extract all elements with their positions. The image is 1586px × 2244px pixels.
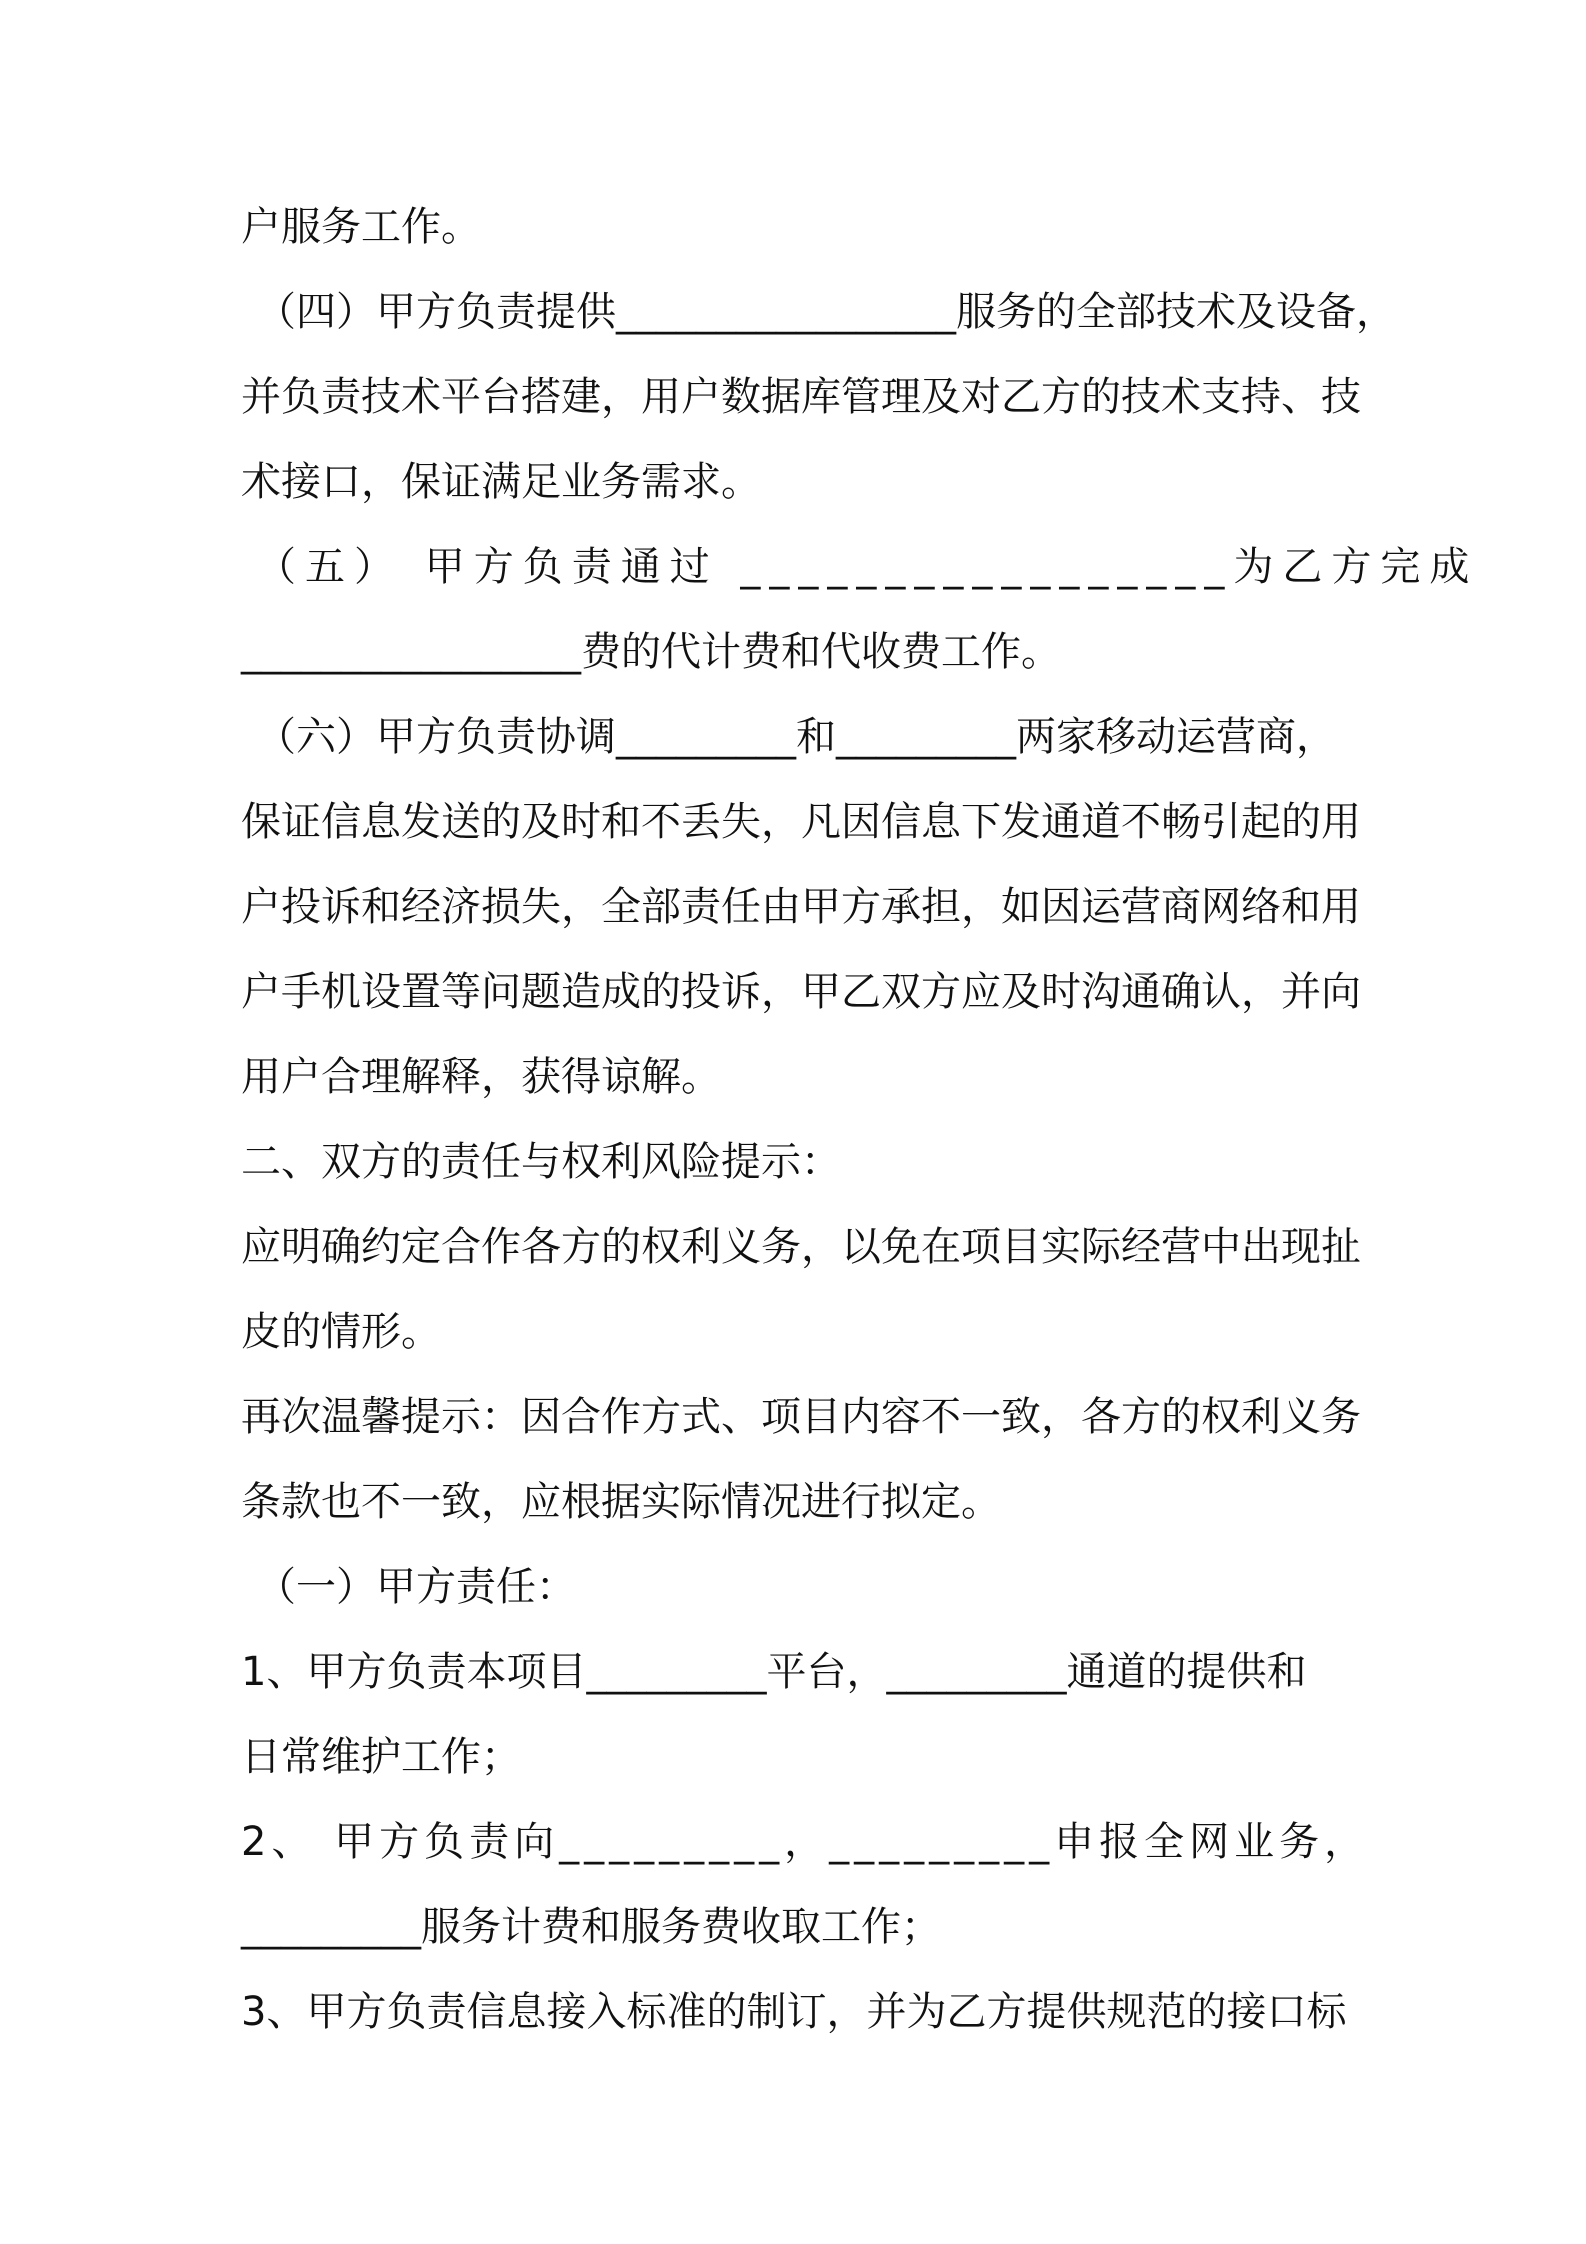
text-line-19: 日常维护工作； <box>241 1734 521 1780</box>
text-line-20: 2、 甲方负责向_________，_________申报全网业务， <box>241 1819 1370 1865</box>
subsection-heading: （一）甲方责任： <box>256 1564 576 1610</box>
text-line-7: （六）甲方负责协调_________和_________两家移动运营商， <box>256 714 1336 760</box>
text-line-14: 皮的情形。 <box>241 1309 441 1355</box>
text-line-9: 户投诉和经济损失，全部责任由甲方承担，如因运营商网络和用 <box>241 884 1361 930</box>
text-line-2: （四）甲方负责提供_________________服务的全部技术及设备， <box>256 289 1396 335</box>
text-line-18: 1、甲方负责本项目_________平台，_________通道的提供和 <box>241 1649 1307 1695</box>
text-line-10: 户手机设置等问题造成的投诉，甲乙双方应及时沟通确认，并向 <box>241 969 1361 1015</box>
text-line-6: _________________费的代计费和代收费工作。 <box>241 629 1061 675</box>
text-line-11: 用户合理解释，获得谅解。 <box>241 1054 721 1100</box>
text-line-1: 户服务工作。 <box>241 204 481 250</box>
text-line-13: 应明确约定合作各方的权利义务，以免在项目实际经营中出现扯 <box>241 1224 1361 1270</box>
text-line-16: 条款也不一致，应根据实际情况进行拟定。 <box>241 1479 1001 1525</box>
text-line-5: （五） 甲方负责通过 _________________为乙方完成 <box>256 544 1479 590</box>
text-line-22: 3、甲方负责信息接入标准的制订，并为乙方提供规范的接口标 <box>241 1989 1347 2035</box>
text-line-15: 再次温馨提示：因合作方式、项目内容不一致，各方的权利义务 <box>241 1394 1361 1440</box>
text-line-8: 保证信息发送的及时和不丢失，凡因信息下发通道不畅引起的用 <box>241 799 1361 845</box>
text-line-3: 并负责技术平台搭建，用户数据库管理及对乙方的技术支持、技 <box>241 374 1361 420</box>
text-line-4: 术接口，保证满足业务需求。 <box>241 459 761 505</box>
section-heading: 二、双方的责任与权利风险提示： <box>241 1139 841 1185</box>
text-line-21: _________服务计费和服务费收取工作； <box>241 1904 941 1950</box>
